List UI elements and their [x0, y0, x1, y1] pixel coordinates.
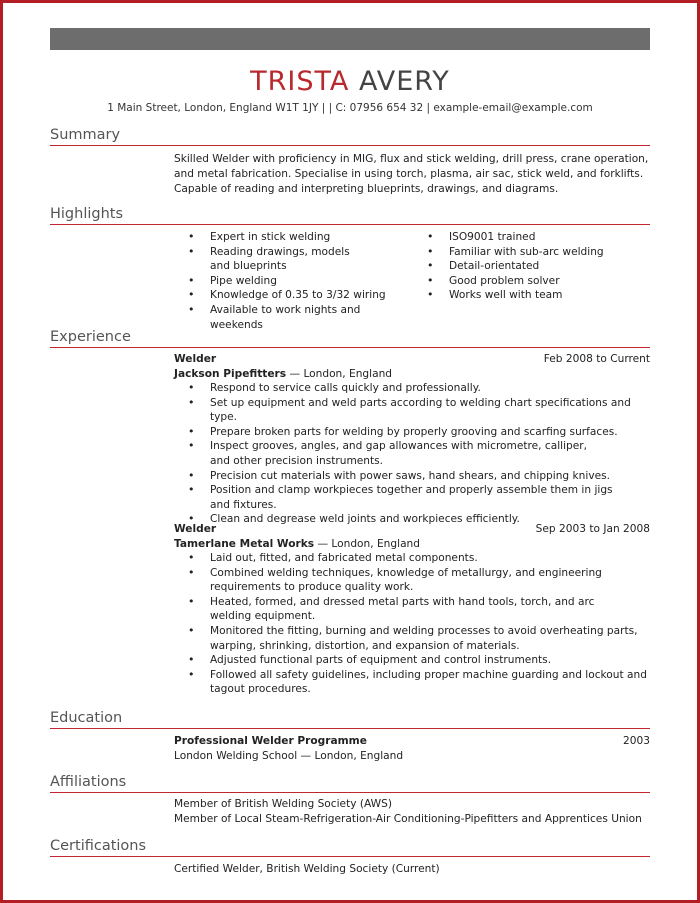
education-school-line	[174, 749, 650, 764]
job-location: London, England	[303, 367, 393, 380]
section-title-certifications: Certifications	[50, 837, 650, 857]
education-year: 2003	[623, 735, 650, 747]
job-bullet: • Laid out, fitted, and fabricated metal components.	[174, 551, 650, 566]
last-name: AVERY	[359, 66, 450, 97]
job-bullet: • Adjusted functional parts of equipment and control instruments.	[174, 653, 650, 668]
separator: —	[317, 537, 329, 550]
education-school: London Welding School	[174, 749, 298, 762]
job-bullet: • Respond to service calls quickly and professionally.	[174, 381, 650, 396]
job-company-line	[174, 367, 650, 382]
job-bullet: • Heated, formed, and dressed metal parts with hand tools, torch, and arc welding equipment.	[174, 595, 650, 624]
job-bullet: • Precision cut materials with power saws, hand shears, and chipping knives.	[174, 469, 650, 484]
contact-info: 1 Main Street, London, England W1T 1JY | | C: 07956 654 32 | example-email@example.com	[107, 102, 593, 114]
highlights-left-list	[174, 230, 394, 332]
summary-line: and metal fabrication. Specialise in using torch, plasma, air sac, stick weld, and forklifts.	[174, 168, 644, 180]
highlight-item: • ISO9001 trained	[413, 230, 650, 245]
section-title-summary: Summary	[50, 126, 650, 146]
section-title-experience: Experience	[50, 328, 650, 348]
job-company: Tamerlane Metal Works	[174, 537, 315, 550]
section-title-education: Education	[50, 709, 650, 729]
section-title-affiliations: Affiliations	[50, 773, 650, 793]
job-header	[174, 352, 650, 381]
affiliation-item: Member of British Welding Society (AWS)	[174, 798, 392, 810]
highlight-item: • Pipe welding	[174, 274, 394, 289]
job-title: Welder	[174, 523, 217, 535]
separator: —	[300, 749, 312, 762]
job-dates: Feb 2008 to Current	[543, 353, 650, 365]
job-title: Welder	[174, 353, 217, 365]
job-bullet: • Prepare broken parts for welding by properly grooving and scarfing surfaces.	[174, 425, 650, 440]
job-company: Jackson Pipefitters	[174, 367, 287, 380]
job-bullets	[174, 381, 650, 527]
highlights-right-list	[413, 230, 650, 303]
job-bullet: • Followed all safety guidelines, including proper machine guarding and lockout and tagout procedures.	[174, 668, 650, 697]
job-header	[174, 522, 650, 551]
job-bullet: • Monitored the fitting, burning and welding processes to avoid overheating parts, warping, shrinking, distortion, and expansion of materials.	[174, 624, 650, 653]
job-bullet: • Combined welding techniques, knowledge of metallurgy, and engineering requirements to produce quality work.	[174, 566, 650, 595]
summary-line: Skilled Welder with proficiency in MIG, flux and stick welding, drill press, crane operation,	[174, 153, 649, 165]
highlight-item: • Knowledge of 0.35 to 3/32 wiring	[174, 288, 394, 303]
job-company-line	[174, 537, 650, 552]
highlight-item: • Familiar with sub-arc welding	[413, 245, 650, 260]
education-location: London, England	[314, 749, 404, 762]
job-location: London, England	[331, 537, 420, 550]
highlight-item: • Good problem solver	[413, 274, 650, 289]
summary-line: Capable of reading and interpreting blueprints, drawings, and diagrams.	[174, 183, 559, 195]
certifications-list	[174, 862, 650, 877]
job-bullet: • Inspect grooves, angles, and gap allowances with micrometre, calliper, and other precision instruments.	[174, 439, 650, 468]
highlight-item: • Expert in stick welding	[174, 230, 394, 245]
summary-text	[174, 152, 650, 197]
job-bullet: • Position and clamp workpieces together and properly assemble them in jigs and fixtures.	[174, 483, 650, 512]
education-programme: Professional Welder Programme	[174, 735, 367, 747]
separator: —	[289, 367, 301, 380]
section-title-highlights: Highlights	[50, 205, 650, 225]
header-bar	[50, 28, 650, 50]
certification-item: Certified Welder, British Welding Society (Current)	[174, 863, 440, 875]
resume-name	[50, 66, 650, 98]
affiliations-list	[174, 797, 650, 826]
affiliation-item: Member of Local Steam-Refrigeration-Air Conditioning-Pipefitters and Apprentices Union	[174, 812, 642, 825]
highlight-item: • Detail-orientated	[413, 259, 650, 274]
job-dates: Sep 2003 to Jan 2008	[535, 523, 650, 535]
job-bullet: • Clean and degrease weld joints and workpieces efficiently.	[174, 512, 650, 527]
first-name: TRISTA	[250, 66, 350, 97]
highlight-item: • Works well with team	[413, 288, 650, 303]
highlight-item: • Available to work nights and weekends	[174, 303, 394, 332]
education-entry	[174, 734, 650, 763]
highlight-item: • Reading drawings, models and blueprints	[174, 245, 394, 274]
job-bullet: • Set up equipment and weld parts according to welding chart specifications and type.	[174, 396, 650, 425]
job-bullets	[174, 551, 650, 697]
